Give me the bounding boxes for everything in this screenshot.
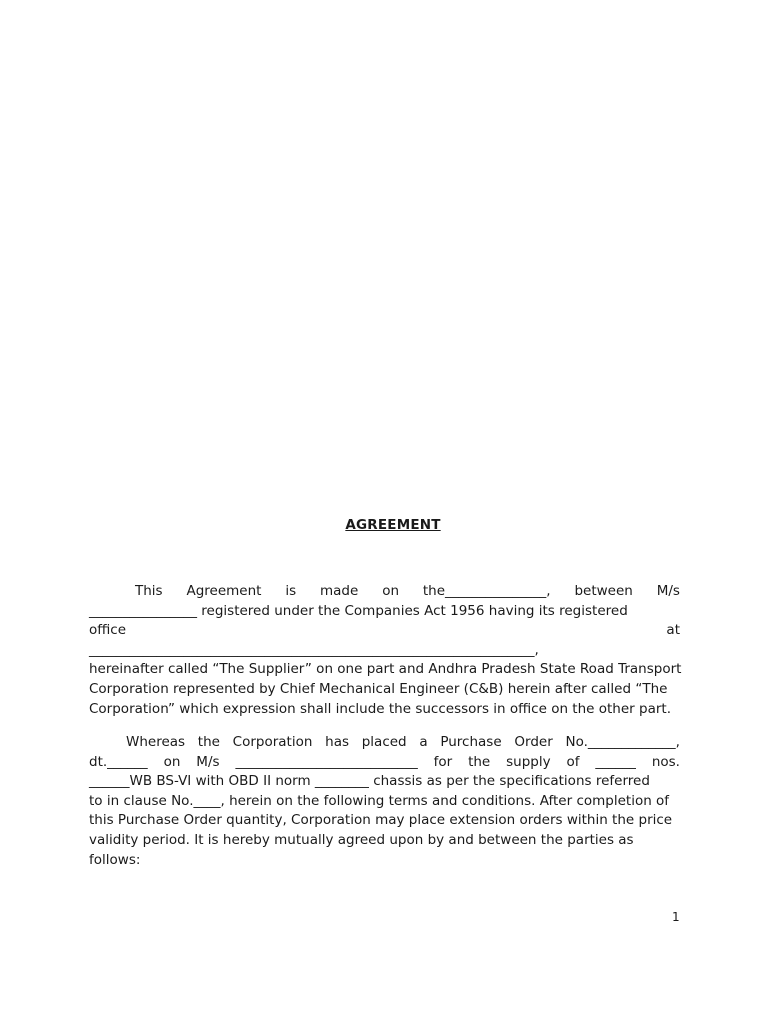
word: office [89, 622, 127, 639]
paragraph-line: follows: [89, 851, 141, 868]
word: made [320, 583, 359, 599]
agreement-title: AGREEMENT [345, 517, 441, 533]
word: Corporation [232, 734, 313, 750]
word: M/s [196, 753, 220, 770]
word: the_______________, [422, 583, 551, 599]
paragraph-line: __________________________________________________________________, [89, 641, 539, 658]
page-number: 1 [672, 910, 680, 924]
paragraph-line: hereinafter called “The Supplier” on one part and Andhra Pradesh State Road Transport [89, 661, 682, 678]
word: M/s [656, 583, 680, 599]
word: nos. [651, 753, 680, 770]
word: the [197, 734, 220, 750]
word: on [163, 753, 181, 770]
paragraph-line [89, 733, 680, 753]
paragraph-line [89, 753, 680, 773]
word: a [419, 734, 428, 750]
paragraph-whereas [89, 733, 680, 870]
word: has [325, 734, 350, 750]
word: supply [506, 753, 551, 770]
word: on [382, 583, 400, 599]
word: Purchase [440, 734, 502, 750]
word: at [666, 622, 680, 639]
word: This [135, 583, 163, 599]
paragraph-line: this Purchase Order quantity, Corporation may place extension orders within the price [89, 812, 673, 829]
word: dt.______ [89, 753, 148, 770]
paragraph-parties [89, 582, 680, 719]
word: between [574, 583, 633, 599]
word: of [566, 753, 580, 770]
paragraph-line: ________________ registered under the Companies Act 1956 having its registered [89, 602, 628, 619]
paragraph-line: ______WB BS-VI with OBD II norm ________ chassis as per the specifications referred [89, 773, 650, 790]
word: ______ [595, 753, 636, 770]
paragraph-line: validity period. It is hereby mutually agreed upon by and between the parties as [89, 831, 634, 848]
word: Whereas [126, 734, 186, 750]
word: the [468, 753, 491, 770]
paragraph-line: Corporation represented by Chief Mechanical Engineer (C&B) herein after called “The [89, 680, 668, 697]
word: for [433, 753, 453, 770]
word: Order [514, 734, 553, 750]
word: No._____________, [565, 734, 680, 750]
word: ___________________________ [235, 753, 418, 770]
word: is [285, 583, 297, 599]
paragraph-line: to in clause No.____, herein on the following terms and conditions. After completion of [89, 792, 670, 809]
word: Agreement [186, 583, 262, 599]
paragraph-line: Corporation” which expression shall include the successors in office on the other part. [89, 700, 671, 717]
paragraph-line [89, 621, 680, 641]
paragraph-line [89, 582, 680, 602]
word: placed [361, 734, 407, 750]
